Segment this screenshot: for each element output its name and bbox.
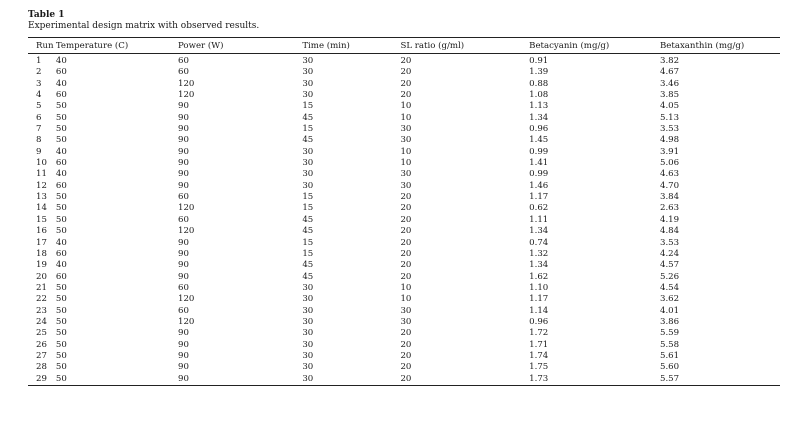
table-cell: 3.46 bbox=[659, 78, 680, 89]
table-cell: 5.58 bbox=[659, 339, 680, 350]
table-caption: Experimental design matrix with observed results. bbox=[28, 21, 260, 31]
table-cell: 1.34 bbox=[529, 226, 549, 237]
table-cell: 4.98 bbox=[659, 135, 680, 146]
table-cell: 24 bbox=[36, 316, 47, 327]
table-cell: 1.62 bbox=[529, 271, 549, 282]
table-cell: 1.11 bbox=[529, 214, 549, 225]
table-row bbox=[28, 249, 780, 260]
table-row bbox=[28, 374, 780, 386]
table-row bbox=[28, 124, 780, 135]
table-cell: 60 bbox=[178, 305, 189, 316]
table-cell: 4.63 bbox=[659, 169, 680, 180]
table-cell: 12 bbox=[36, 180, 47, 191]
table-cell: 22 bbox=[36, 294, 47, 305]
table-cell: 60 bbox=[178, 214, 189, 225]
table-cell: 3.91 bbox=[659, 146, 680, 157]
table-row bbox=[28, 362, 780, 373]
table-cell: 30 bbox=[302, 328, 314, 339]
table-body bbox=[28, 54, 780, 386]
table-cell: 90 bbox=[178, 350, 189, 361]
table-cell: 120 bbox=[178, 294, 195, 305]
table-cell: 4.57 bbox=[659, 260, 680, 271]
table-cell: 60 bbox=[55, 248, 67, 259]
table-cell: 10 bbox=[400, 158, 412, 169]
table-cell: 5.26 bbox=[659, 271, 680, 282]
table-cell: 90 bbox=[178, 362, 189, 373]
table-cell: 50 bbox=[55, 339, 67, 350]
table-cell: 27 bbox=[36, 350, 47, 361]
table-cell: 4.19 bbox=[659, 214, 680, 225]
table-cell: 20 bbox=[400, 362, 412, 373]
table-cell: 0.99 bbox=[529, 146, 549, 157]
table-row bbox=[28, 340, 780, 351]
table-cell: 4.24 bbox=[659, 248, 680, 259]
table-cell: 4.01 bbox=[659, 305, 680, 316]
table-cell: 40 bbox=[55, 169, 67, 180]
table-cell: 0.91 bbox=[529, 56, 549, 66]
table-cell: 15 bbox=[302, 237, 314, 248]
table-cell: 50 bbox=[55, 214, 67, 225]
table-cell: 1.13 bbox=[529, 101, 549, 112]
table-cell: 20 bbox=[400, 78, 412, 89]
table-cell: 18 bbox=[36, 248, 47, 259]
table-cell: 7 bbox=[36, 124, 42, 135]
table-cell: 5.13 bbox=[659, 112, 680, 123]
table-cell: 60 bbox=[178, 282, 189, 293]
table-cell: 60 bbox=[55, 67, 67, 78]
table-cell: 1.17 bbox=[529, 294, 549, 305]
table-cell: 120 bbox=[178, 90, 195, 101]
table-cell: 50 bbox=[55, 203, 67, 214]
table-cell: 30 bbox=[400, 316, 412, 327]
table-cell: 60 bbox=[178, 192, 189, 203]
table-cell: 20 bbox=[400, 339, 412, 350]
table-cell: 23 bbox=[36, 305, 47, 316]
column-header: Run bbox=[28, 38, 56, 54]
table-row bbox=[28, 158, 780, 169]
results-table bbox=[28, 37, 780, 386]
table-cell: 90 bbox=[178, 124, 189, 135]
table-cell: 30 bbox=[302, 90, 314, 101]
table-cell: 3 bbox=[36, 78, 42, 89]
table-cell: 30 bbox=[302, 316, 314, 327]
table-cell: 30 bbox=[302, 158, 314, 169]
table-row bbox=[28, 283, 780, 294]
table-cell: 4 bbox=[36, 90, 42, 101]
table-cell: 3.53 bbox=[659, 237, 680, 248]
table-cell: 45 bbox=[302, 271, 314, 282]
table-cell: 50 bbox=[55, 328, 67, 339]
table-cell: 40 bbox=[55, 78, 67, 89]
table-cell: 0.88 bbox=[529, 78, 549, 89]
table-cell: 2.63 bbox=[659, 203, 680, 214]
table-cell: 6 bbox=[36, 112, 42, 123]
table-cell: 5.59 bbox=[659, 328, 680, 339]
table-row bbox=[28, 226, 780, 237]
table-cell: 30 bbox=[302, 282, 314, 293]
table-cell: 1.71 bbox=[529, 339, 549, 350]
table-cell: 1.10 bbox=[529, 282, 549, 293]
table-cell: 1 bbox=[36, 56, 42, 66]
table-row bbox=[28, 238, 780, 249]
table-cell: 60 bbox=[178, 56, 189, 66]
table-row bbox=[28, 101, 780, 112]
table-cell: 20 bbox=[400, 350, 412, 361]
table-cell: 15 bbox=[302, 203, 314, 214]
table-cell: 50 bbox=[55, 305, 67, 316]
table-cell: 3.84 bbox=[659, 192, 680, 203]
table-cell: 3.86 bbox=[659, 316, 680, 327]
table-cell: 90 bbox=[178, 135, 189, 146]
table-cell: 20 bbox=[400, 192, 412, 203]
table-title: Table 1 bbox=[28, 10, 65, 20]
table-header bbox=[28, 38, 780, 54]
table-cell: 120 bbox=[178, 316, 195, 327]
table-cell: 120 bbox=[178, 78, 195, 89]
table-cell: 120 bbox=[178, 203, 195, 214]
table-cell: 10 bbox=[400, 294, 412, 305]
table-cell: 40 bbox=[55, 56, 67, 66]
table-cell: 1.75 bbox=[529, 362, 549, 373]
table-row bbox=[28, 54, 780, 68]
table-cell: 2 bbox=[36, 67, 42, 78]
table-cell: 50 bbox=[55, 101, 67, 112]
table-row bbox=[28, 306, 780, 317]
table-cell: 5.61 bbox=[659, 350, 680, 361]
table-cell: 1.32 bbox=[529, 248, 549, 259]
table-cell: 0.96 bbox=[529, 124, 549, 135]
table-cell: 1.34 bbox=[529, 112, 549, 123]
table-cell: 3.85 bbox=[659, 90, 680, 101]
table-cell: 29 bbox=[28, 374, 56, 386]
table-cell: 1.74 bbox=[529, 350, 549, 361]
table-cell: 0.99 bbox=[529, 169, 549, 180]
table-row bbox=[28, 79, 780, 90]
table-cell: 5.60 bbox=[659, 362, 680, 373]
column-header: SL ratio (g/ml) bbox=[400, 38, 529, 54]
table-cell: 40 bbox=[55, 146, 67, 157]
table-row bbox=[28, 203, 780, 214]
table-cell: 30 bbox=[302, 169, 314, 180]
table-cell: 9 bbox=[36, 146, 42, 157]
table-cell: 4.70 bbox=[659, 180, 680, 191]
table-cell: 1.41 bbox=[529, 158, 549, 169]
table-row bbox=[28, 272, 780, 283]
table-cell: 30 bbox=[302, 78, 314, 89]
table-cell: 50 bbox=[55, 350, 67, 361]
table-cell: 60 bbox=[55, 271, 67, 282]
table-cell: 50 bbox=[55, 124, 67, 135]
table-cell: 30 bbox=[400, 169, 412, 180]
table-cell: 20 bbox=[400, 328, 412, 339]
table-cell: 90 bbox=[178, 271, 189, 282]
table-cell: 50 bbox=[55, 226, 67, 237]
table-cell: 17 bbox=[36, 237, 47, 248]
table-cell: 50 bbox=[55, 316, 67, 327]
table-cell: 45 bbox=[302, 214, 314, 225]
table-row bbox=[28, 169, 780, 180]
table-cell: 4.54 bbox=[659, 282, 680, 293]
header-row bbox=[28, 38, 780, 54]
table-cell: 20 bbox=[36, 271, 47, 282]
table-cell: 21 bbox=[36, 282, 47, 293]
table-cell: 1.73 bbox=[529, 374, 660, 386]
table-cell: 10 bbox=[36, 158, 47, 169]
table-cell: 20 bbox=[400, 226, 412, 237]
table-cell: 20 bbox=[400, 374, 529, 386]
table-cell: 25 bbox=[36, 328, 47, 339]
table-cell: 30 bbox=[302, 374, 400, 386]
table-cell: 20 bbox=[400, 90, 412, 101]
table-cell: 10 bbox=[400, 146, 412, 157]
table-cell: 20 bbox=[400, 237, 412, 248]
table-cell: 30 bbox=[400, 124, 412, 135]
table-cell: 45 bbox=[302, 260, 314, 271]
table-cell: 40 bbox=[55, 260, 67, 271]
table-cell: 90 bbox=[178, 248, 189, 259]
table-cell: 50 bbox=[55, 282, 67, 293]
table-cell: 16 bbox=[36, 226, 47, 237]
table-cell: 45 bbox=[302, 226, 314, 237]
table-cell: 0.96 bbox=[529, 316, 549, 327]
table-cell: 30 bbox=[302, 305, 314, 316]
table-cell: 20 bbox=[400, 56, 412, 66]
table-cell: 5 bbox=[36, 101, 42, 112]
table-cell: 20 bbox=[400, 260, 412, 271]
table-cell: 30 bbox=[302, 67, 314, 78]
table-cell: 20 bbox=[400, 67, 412, 78]
table-row bbox=[28, 192, 780, 203]
table-cell: 50 bbox=[55, 362, 67, 373]
table-cell: 90 bbox=[178, 169, 189, 180]
table-cell: 1.39 bbox=[529, 67, 549, 78]
table-cell: 0.62 bbox=[529, 203, 549, 214]
table-cell: 15 bbox=[302, 101, 314, 112]
table-row bbox=[28, 90, 780, 101]
table-cell: 4.84 bbox=[659, 226, 680, 237]
table-cell: 50 bbox=[55, 192, 67, 203]
table-cell: 20 bbox=[400, 248, 412, 259]
column-header: Temperature (C) bbox=[56, 38, 178, 54]
table-cell: 3.82 bbox=[659, 56, 680, 66]
table-cell: 19 bbox=[36, 260, 47, 271]
table-cell: 90 bbox=[178, 158, 189, 169]
table-row bbox=[28, 147, 780, 158]
table-cell: 50 bbox=[56, 374, 178, 386]
table-cell: 1.14 bbox=[529, 305, 549, 316]
table-row bbox=[28, 317, 780, 328]
table-cell: 10 bbox=[400, 282, 412, 293]
table-cell: 90 bbox=[178, 260, 189, 271]
table-cell: 60 bbox=[55, 180, 67, 191]
table-cell: 30 bbox=[302, 350, 314, 361]
table-cell: 30 bbox=[302, 339, 314, 350]
table-cell: 90 bbox=[178, 374, 302, 386]
table-cell: 30 bbox=[302, 180, 314, 191]
table-cell: 90 bbox=[178, 237, 189, 248]
table-cell: 90 bbox=[178, 180, 189, 191]
table-cell: 8 bbox=[36, 135, 42, 146]
table-cell: 3.53 bbox=[659, 124, 680, 135]
table-cell: 50 bbox=[55, 294, 67, 305]
table-cell: 90 bbox=[178, 112, 189, 123]
table-cell: 50 bbox=[55, 135, 67, 146]
table-cell: 10 bbox=[400, 101, 412, 112]
table-cell: 1.45 bbox=[529, 135, 549, 146]
table-cell: 1.72 bbox=[529, 328, 549, 339]
table-cell: 20 bbox=[400, 214, 412, 225]
table-cell: 90 bbox=[178, 339, 189, 350]
table-row bbox=[28, 260, 780, 271]
table-cell: 20 bbox=[400, 271, 412, 282]
table-cell: 1.17 bbox=[529, 192, 549, 203]
table-cell: 10 bbox=[400, 112, 412, 123]
table-cell: 15 bbox=[302, 248, 314, 259]
table-cell: 50 bbox=[55, 112, 67, 123]
table-row bbox=[28, 294, 780, 305]
table-cell: 30 bbox=[302, 146, 314, 157]
column-header: Power (W) bbox=[178, 38, 302, 54]
table-cell: 40 bbox=[55, 237, 67, 248]
table-cell: 45 bbox=[302, 112, 314, 123]
table-container bbox=[28, 10, 780, 386]
table-cell: 120 bbox=[178, 226, 195, 237]
table-cell: 90 bbox=[178, 328, 189, 339]
table-cell: 30 bbox=[400, 305, 412, 316]
table-row bbox=[28, 181, 780, 192]
table-cell: 90 bbox=[178, 101, 189, 112]
table-row bbox=[28, 351, 780, 362]
table-cell: 20 bbox=[400, 203, 412, 214]
table-row bbox=[28, 135, 780, 146]
column-header: Betacyanin (mg/g) bbox=[529, 38, 660, 54]
table-cell: 15 bbox=[302, 124, 314, 135]
table-cell: 30 bbox=[302, 294, 314, 305]
table-cell: 60 bbox=[55, 158, 67, 169]
table-cell: 4.05 bbox=[659, 101, 680, 112]
table-cell: 4.67 bbox=[659, 67, 680, 78]
table-row bbox=[28, 113, 780, 124]
table-cell: 30 bbox=[400, 180, 412, 191]
column-header: Time (min) bbox=[302, 38, 400, 54]
table-cell: 3.62 bbox=[659, 294, 680, 305]
table-cell: 60 bbox=[55, 90, 67, 101]
table-cell: 30 bbox=[302, 56, 314, 66]
table-cell: 45 bbox=[302, 135, 314, 146]
table-cell: 1.34 bbox=[529, 260, 549, 271]
table-row bbox=[28, 328, 780, 339]
table-cell: 15 bbox=[36, 214, 47, 225]
column-header: Betaxanthin (mg/g) bbox=[660, 38, 780, 54]
table-cell: 90 bbox=[178, 146, 189, 157]
table-cell: 5.57 bbox=[660, 374, 780, 386]
table-cell: 1.08 bbox=[529, 90, 549, 101]
table-cell: 5.06 bbox=[659, 158, 680, 169]
table-cell: 13 bbox=[36, 192, 47, 203]
table-cell: 26 bbox=[36, 339, 47, 350]
table-cell: 0.74 bbox=[529, 237, 549, 248]
table-cell: 11 bbox=[36, 169, 47, 180]
table-cell: 14 bbox=[36, 203, 47, 214]
table-cell: 30 bbox=[400, 135, 412, 146]
table-cell: 30 bbox=[302, 362, 314, 373]
table-row bbox=[28, 67, 780, 78]
table-cell: 15 bbox=[302, 192, 314, 203]
table-cell: 28 bbox=[36, 362, 47, 373]
table-row bbox=[28, 215, 780, 226]
table-cell: 60 bbox=[178, 67, 189, 78]
table-cell: 1.46 bbox=[529, 180, 549, 191]
